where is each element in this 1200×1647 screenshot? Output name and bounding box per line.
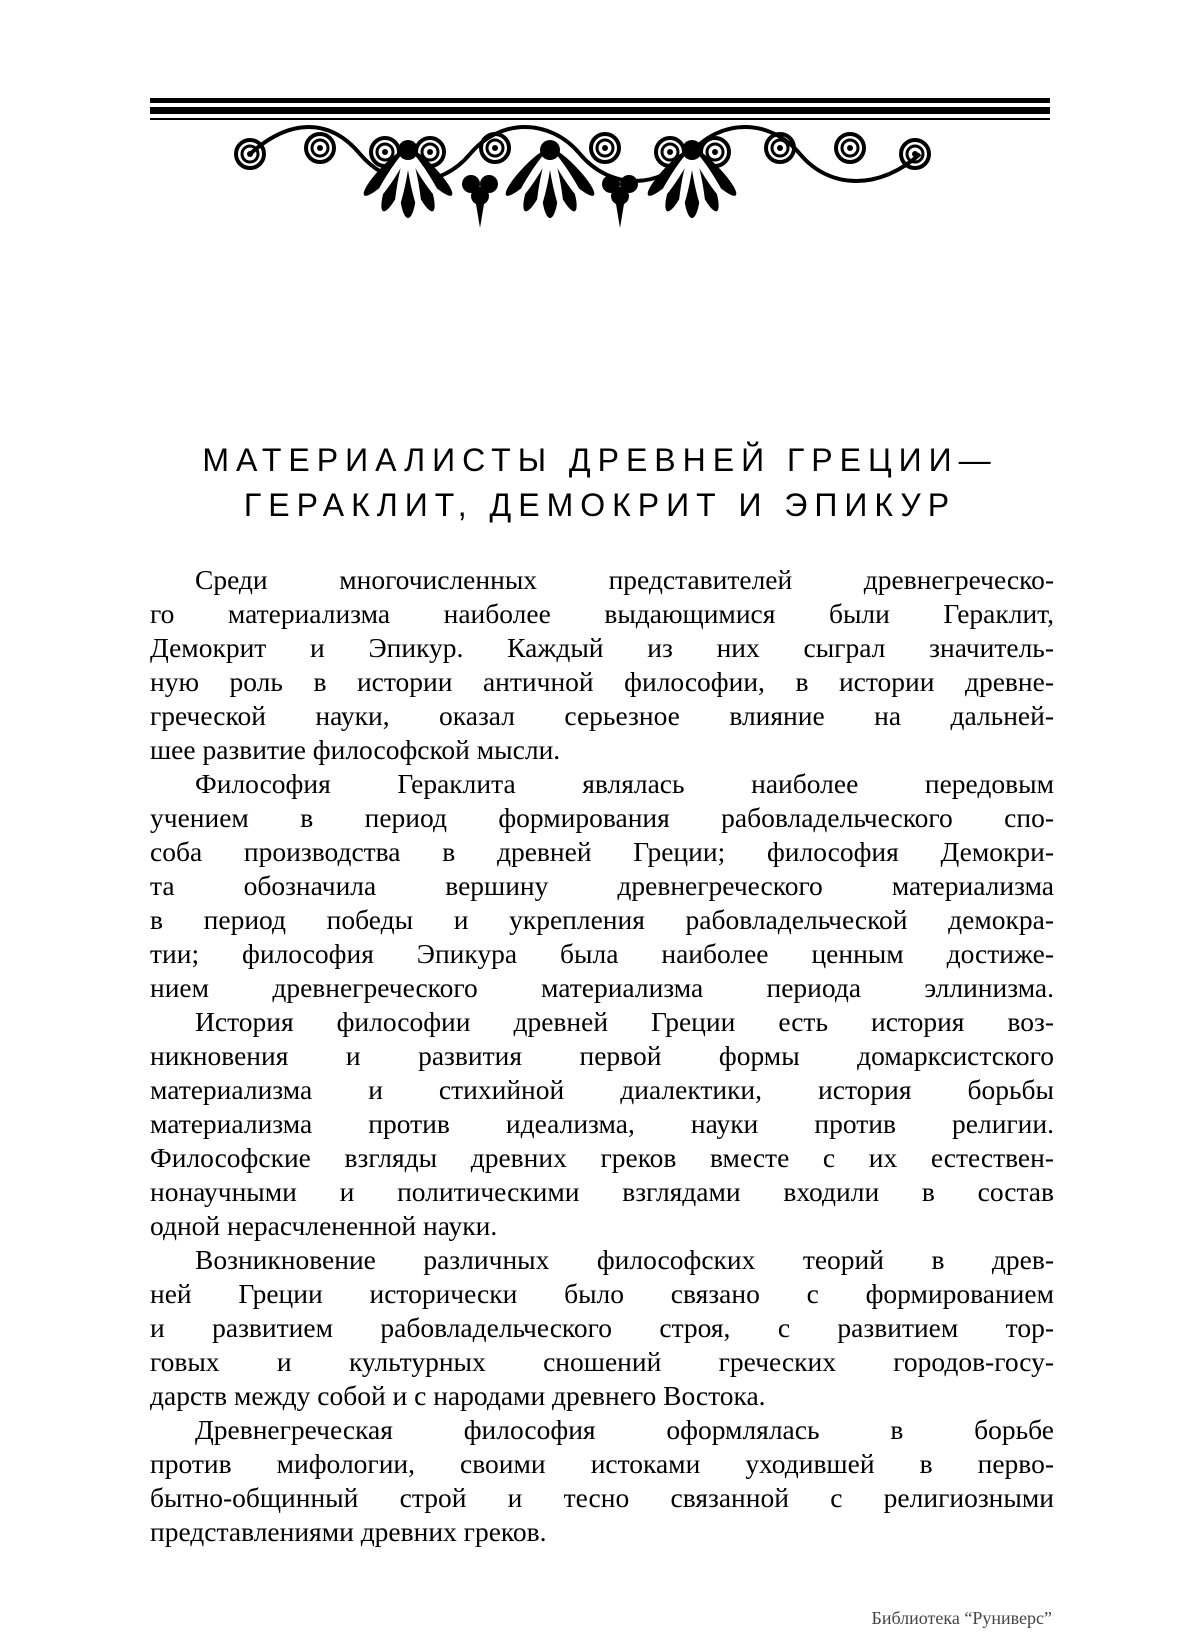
- text-line: Возникновение различных философских теорий в древ-: [195, 1244, 1054, 1275]
- text-line: шее развитие философской мысли.: [150, 734, 561, 765]
- text-line: тии; философия Эпикура была наиболее ценным достиже-: [150, 938, 1054, 969]
- text-line: История философии древней Греции есть история воз-: [195, 1006, 1054, 1037]
- text-line: говых и культурных сношений греческих городов-госу-: [150, 1346, 1054, 1377]
- chapter-title: [150, 438, 1050, 528]
- body-text: [150, 563, 1054, 1549]
- title-line: МАТЕРИАЛИСТЫ ДРЕВНЕЙ ГРЕЦИИ—: [202, 442, 998, 478]
- text-line: та обозначила вершину древнегреческого материализма: [150, 870, 1054, 901]
- text-line: дарств между собой и с народами древнего Востока.: [150, 1380, 766, 1411]
- title-line: ГЕРАКЛИТ, ДЕМОКРИТ И ЭПИКУР: [243, 487, 957, 523]
- text-line: соба производства в древней Греции; философия Демокри-: [150, 836, 1054, 867]
- text-line: Демокрит и Эпикур. Каждый из них сыграл значитель-: [150, 632, 1054, 663]
- header-rule-middle: [150, 107, 1050, 114]
- text-line: и развитием рабовладельческого строя, с развитием тор-: [150, 1312, 1054, 1343]
- text-line: греческой науки, оказал серьезное влияние на дальней-: [150, 700, 1054, 731]
- text-line: го материализма наиболее выдающимися были Гераклит,: [150, 598, 1054, 629]
- text-line: представлениями древних греков.: [150, 1516, 547, 1547]
- text-line: нонаучными и политическими взглядами входили в состав: [150, 1176, 1054, 1207]
- text-line: никновения и развития первой формы домарксистского: [150, 1040, 1054, 1071]
- text-line: одной нерасчлененной науки.: [150, 1210, 498, 1241]
- header-rule-top: [150, 98, 1050, 103]
- library-watermark: Библиотека “Руниверс”: [871, 1608, 1052, 1628]
- text-line: против мифологии, своими истоками уходившей в перво-: [150, 1448, 1054, 1479]
- text-line: учением в период формирования рабовладельческого спо-: [150, 802, 1054, 833]
- text-line: ней Греции исторически было связано с формированием: [150, 1278, 1054, 1309]
- text-line: Среди многочисленных представителей древнегреческо-: [195, 564, 1054, 595]
- text-line: Философия Гераклита являлась наиболее передовым: [195, 768, 1054, 799]
- text-line: Древнегреческая философия оформлялась в борьбе: [195, 1414, 1054, 1445]
- palmette-ornament: [150, 118, 1050, 268]
- text-line: в период победы и укрепления рабовладельческой демокра-: [150, 904, 1054, 935]
- text-line: Философские взгляды древних греков вместе с их естествен-: [150, 1142, 1054, 1173]
- text-line: материализма против идеализма, науки против религии.: [150, 1108, 1054, 1139]
- text-line: материализма и стихийной диалектики, история борьбы: [150, 1074, 1054, 1105]
- text-line: бытно-общинный строй и тесно связанной с религиозными: [150, 1482, 1054, 1513]
- text-line: ную роль в истории античной философии, в истории древне-: [150, 666, 1054, 697]
- text-line: нием древнегреческого материализма периода эллинизма.: [150, 972, 1054, 1003]
